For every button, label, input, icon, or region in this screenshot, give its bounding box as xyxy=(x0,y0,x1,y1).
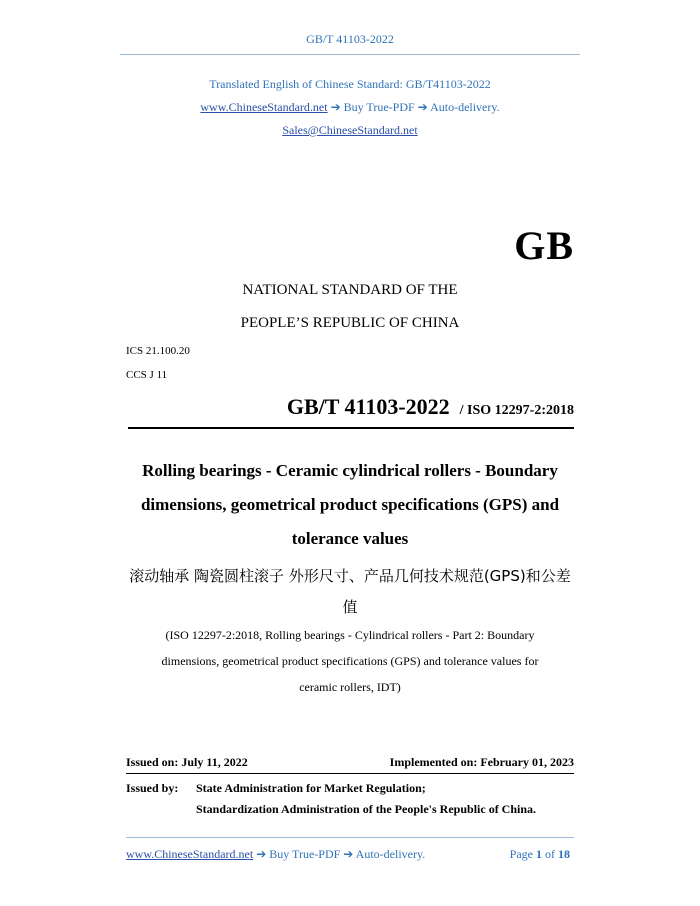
issued-by-line2: Standardization Administration of the People's Republic of China. xyxy=(196,802,537,816)
email-line xyxy=(0,123,700,138)
title-cn-line2: 值 xyxy=(342,598,358,616)
iso-reference: / ISO 12297-2:2018 xyxy=(459,403,574,418)
page-total: 18 xyxy=(558,847,570,861)
national-standard-line2: PEOPLE’S REPUBLIC OF CHINA xyxy=(240,315,460,331)
national-standard-line1: NATIONAL STANDARD OF THE xyxy=(242,282,458,298)
issued-by-label: Issued by: xyxy=(126,781,179,795)
translation-notice: Translated English of Chinese Standard: GB/T41103-2022 xyxy=(209,77,491,91)
site-link[interactable]: www.ChineseStandard.net xyxy=(200,100,328,114)
header-doc-code: GB/T 41103-2022 xyxy=(306,32,394,46)
iso-note-line2: dimensions, geometrical product specifications (GPS) and tolerance values for xyxy=(161,654,539,668)
title-en-line3: tolerance values xyxy=(291,529,409,548)
footer-rule xyxy=(126,837,574,838)
title-cn-line1: 滚动轴承 陶瓷圆柱滚子 外形尺寸、产品几何技术规范(GPS)和公差 xyxy=(129,567,571,585)
email-link[interactable]: Sales@ChineseStandard.net xyxy=(282,123,418,137)
footer-buy-text: ➔ Buy True-PDF ➔ Auto-delivery. xyxy=(256,847,426,861)
ics-code: ICS 21.100.20 xyxy=(126,345,190,357)
page-label: Page xyxy=(509,847,533,861)
page-of: of xyxy=(545,847,555,861)
issued-on: Issued on: July 11, 2022 xyxy=(126,755,248,769)
iso-note-line3: ceramic rollers, IDT) xyxy=(299,680,401,694)
iso-note-line1: (ISO 12297-2:2018, Rolling bearings - Cylindrical rollers - Part 2: Boundary xyxy=(165,628,535,642)
ccs-code: CCS J 11 xyxy=(126,369,168,381)
page-indicator xyxy=(510,847,570,862)
header-rule xyxy=(120,54,580,55)
standard-number: GB/T 41103-2022 xyxy=(286,394,450,419)
title-en-line1: Rolling bearings - Ceramic cylindrical rollers - Boundary xyxy=(142,461,558,480)
footer-purchase-line xyxy=(126,847,425,862)
buy-text: ➔ Buy True-PDF ➔ Auto-delivery. xyxy=(330,100,500,114)
page-current: 1 xyxy=(536,847,542,861)
dates-rule xyxy=(126,773,574,774)
footer-site-link[interactable]: www.ChineseStandard.net xyxy=(126,847,254,861)
gb-logo: GB xyxy=(514,223,574,268)
standard-number-line xyxy=(287,394,574,420)
title-rule xyxy=(128,427,574,429)
title-en-line2: dimensions, geometrical product specifications (GPS) and xyxy=(140,495,560,514)
purchase-notice xyxy=(0,100,700,115)
issued-by-line1: State Administration for Market Regulation; xyxy=(196,781,426,795)
implemented-on: Implemented on: February 01, 2023 xyxy=(389,755,574,769)
